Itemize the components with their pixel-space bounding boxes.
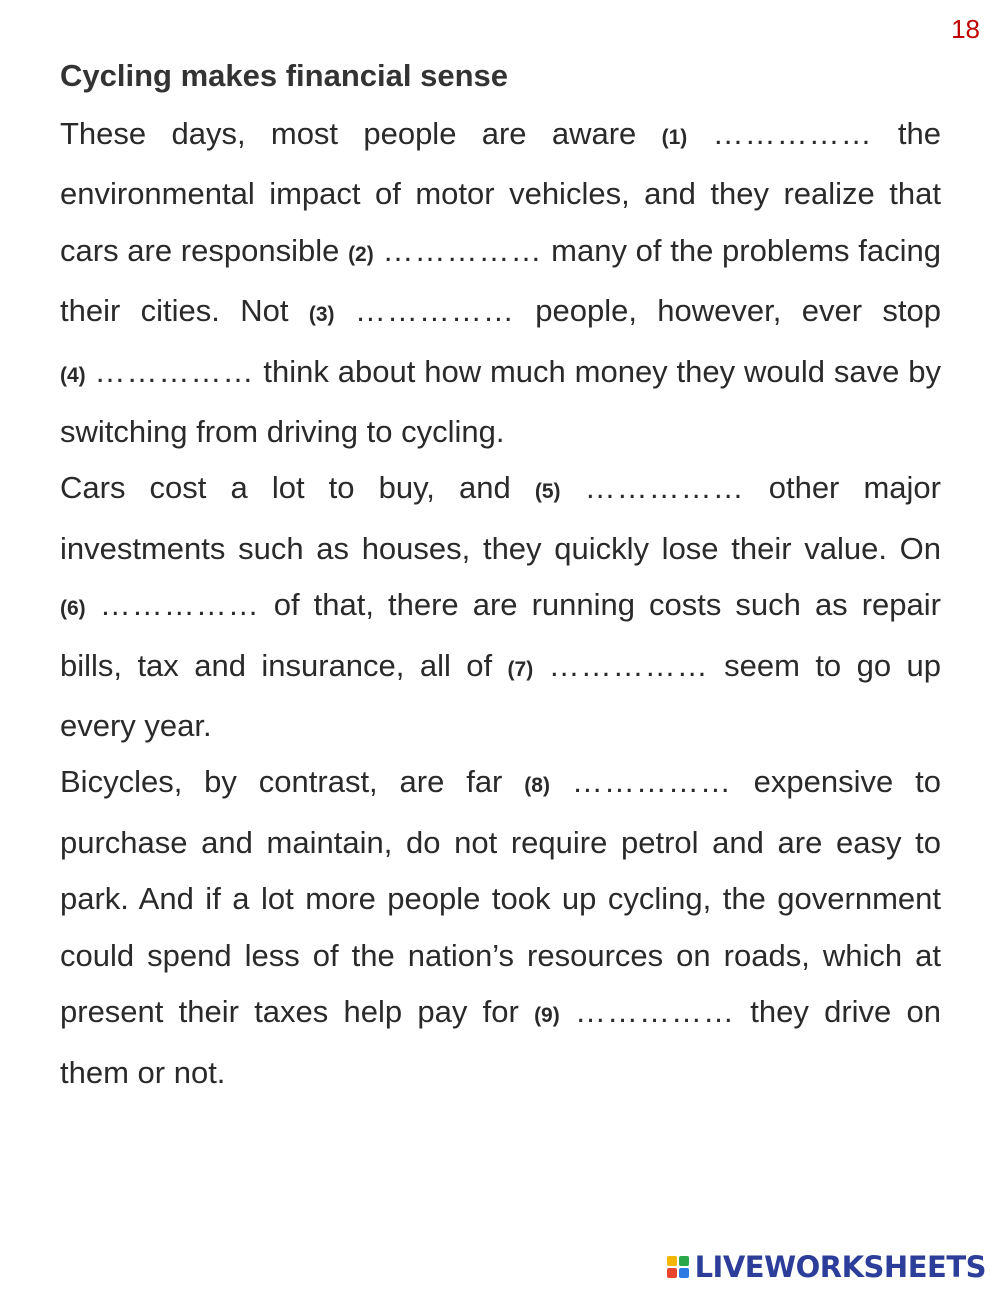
blank-gap[interactable]: [60, 354, 255, 389]
blank-gap[interactable]: [534, 994, 735, 1029]
logo-square: [679, 1268, 689, 1278]
gap-dots[interactable]: ……………: [382, 232, 543, 268]
passage: [60, 106, 941, 1101]
gap-dots[interactable]: ……………: [354, 293, 515, 329]
blank-gap[interactable]: [60, 587, 260, 622]
passage-text: Bicycles, by contrast, are far: [60, 764, 525, 800]
passage-text: These days, most people are aware: [60, 116, 662, 151]
passage-text: of that, there are running costs such as repair bills, tax and insurance, all of: [60, 587, 941, 683]
paragraph: [60, 754, 941, 1100]
gap-dots[interactable]: ……………: [571, 764, 732, 800]
paragraph: [60, 460, 941, 754]
gap-dots[interactable]: ……………: [99, 587, 260, 623]
logo-square: [679, 1256, 689, 1266]
gap-number: (7): [507, 657, 534, 681]
gap-dots[interactable]: ……………: [574, 994, 735, 1030]
gap-number: (8): [524, 774, 550, 798]
passage-text: many of the problems facing their cities. Not: [60, 232, 941, 329]
page-number: 18: [951, 14, 980, 44]
blank-gap[interactable]: [508, 648, 709, 683]
passage-text: Cars cost a lot to buy, and: [60, 470, 535, 506]
gap-dots[interactable]: ……………: [712, 116, 873, 151]
gap-number: (1): [661, 126, 688, 149]
logo-mark-icon: [667, 1256, 689, 1278]
passage-text: think about how much money they would save by switching from driving to cycling.: [60, 353, 941, 450]
blank-gap[interactable]: [535, 470, 745, 505]
passage-text: seem to go up every year.: [60, 647, 941, 744]
blank-gap[interactable]: [662, 116, 873, 151]
logo-square: [667, 1268, 677, 1278]
passage-text: the environmental impact of motor vehicles, and they realize that cars are responsible: [60, 116, 941, 268]
gap-number: (6): [60, 597, 86, 621]
paragraph: [60, 106, 941, 460]
passage-text: expensive to purchase and maintain, do not require petrol and are easy to park. And if a lot more people took up cycling, the government could spend less of the nation’s resources on roads, which at present their taxes help pay for: [60, 764, 941, 1030]
passage-text: they drive on them or not.: [60, 994, 941, 1090]
gap-dots[interactable]: ……………: [584, 470, 745, 506]
logo-square: [667, 1256, 677, 1266]
gap-number: (2): [348, 242, 374, 266]
gap-number: (5): [534, 480, 561, 504]
gap-number: (3): [308, 303, 335, 327]
liveworksheets-logo[interactable]: [667, 1250, 986, 1284]
blank-gap[interactable]: [309, 293, 515, 328]
gap-dots[interactable]: ……………: [94, 353, 255, 389]
gap-number: (4): [60, 363, 86, 387]
blank-gap[interactable]: [348, 233, 542, 268]
gap-number: (9): [534, 1004, 560, 1028]
logo-text: LIVEWORKSHEETS: [694, 1250, 986, 1284]
passage-text: people, however, ever stop: [514, 293, 941, 329]
page-title: Cycling makes financial sense: [60, 58, 508, 93]
passage-text: other major investments such as houses, they quickly lose their value. On: [60, 470, 941, 566]
gap-dots[interactable]: ……………: [548, 647, 709, 683]
blank-gap[interactable]: [524, 764, 732, 799]
